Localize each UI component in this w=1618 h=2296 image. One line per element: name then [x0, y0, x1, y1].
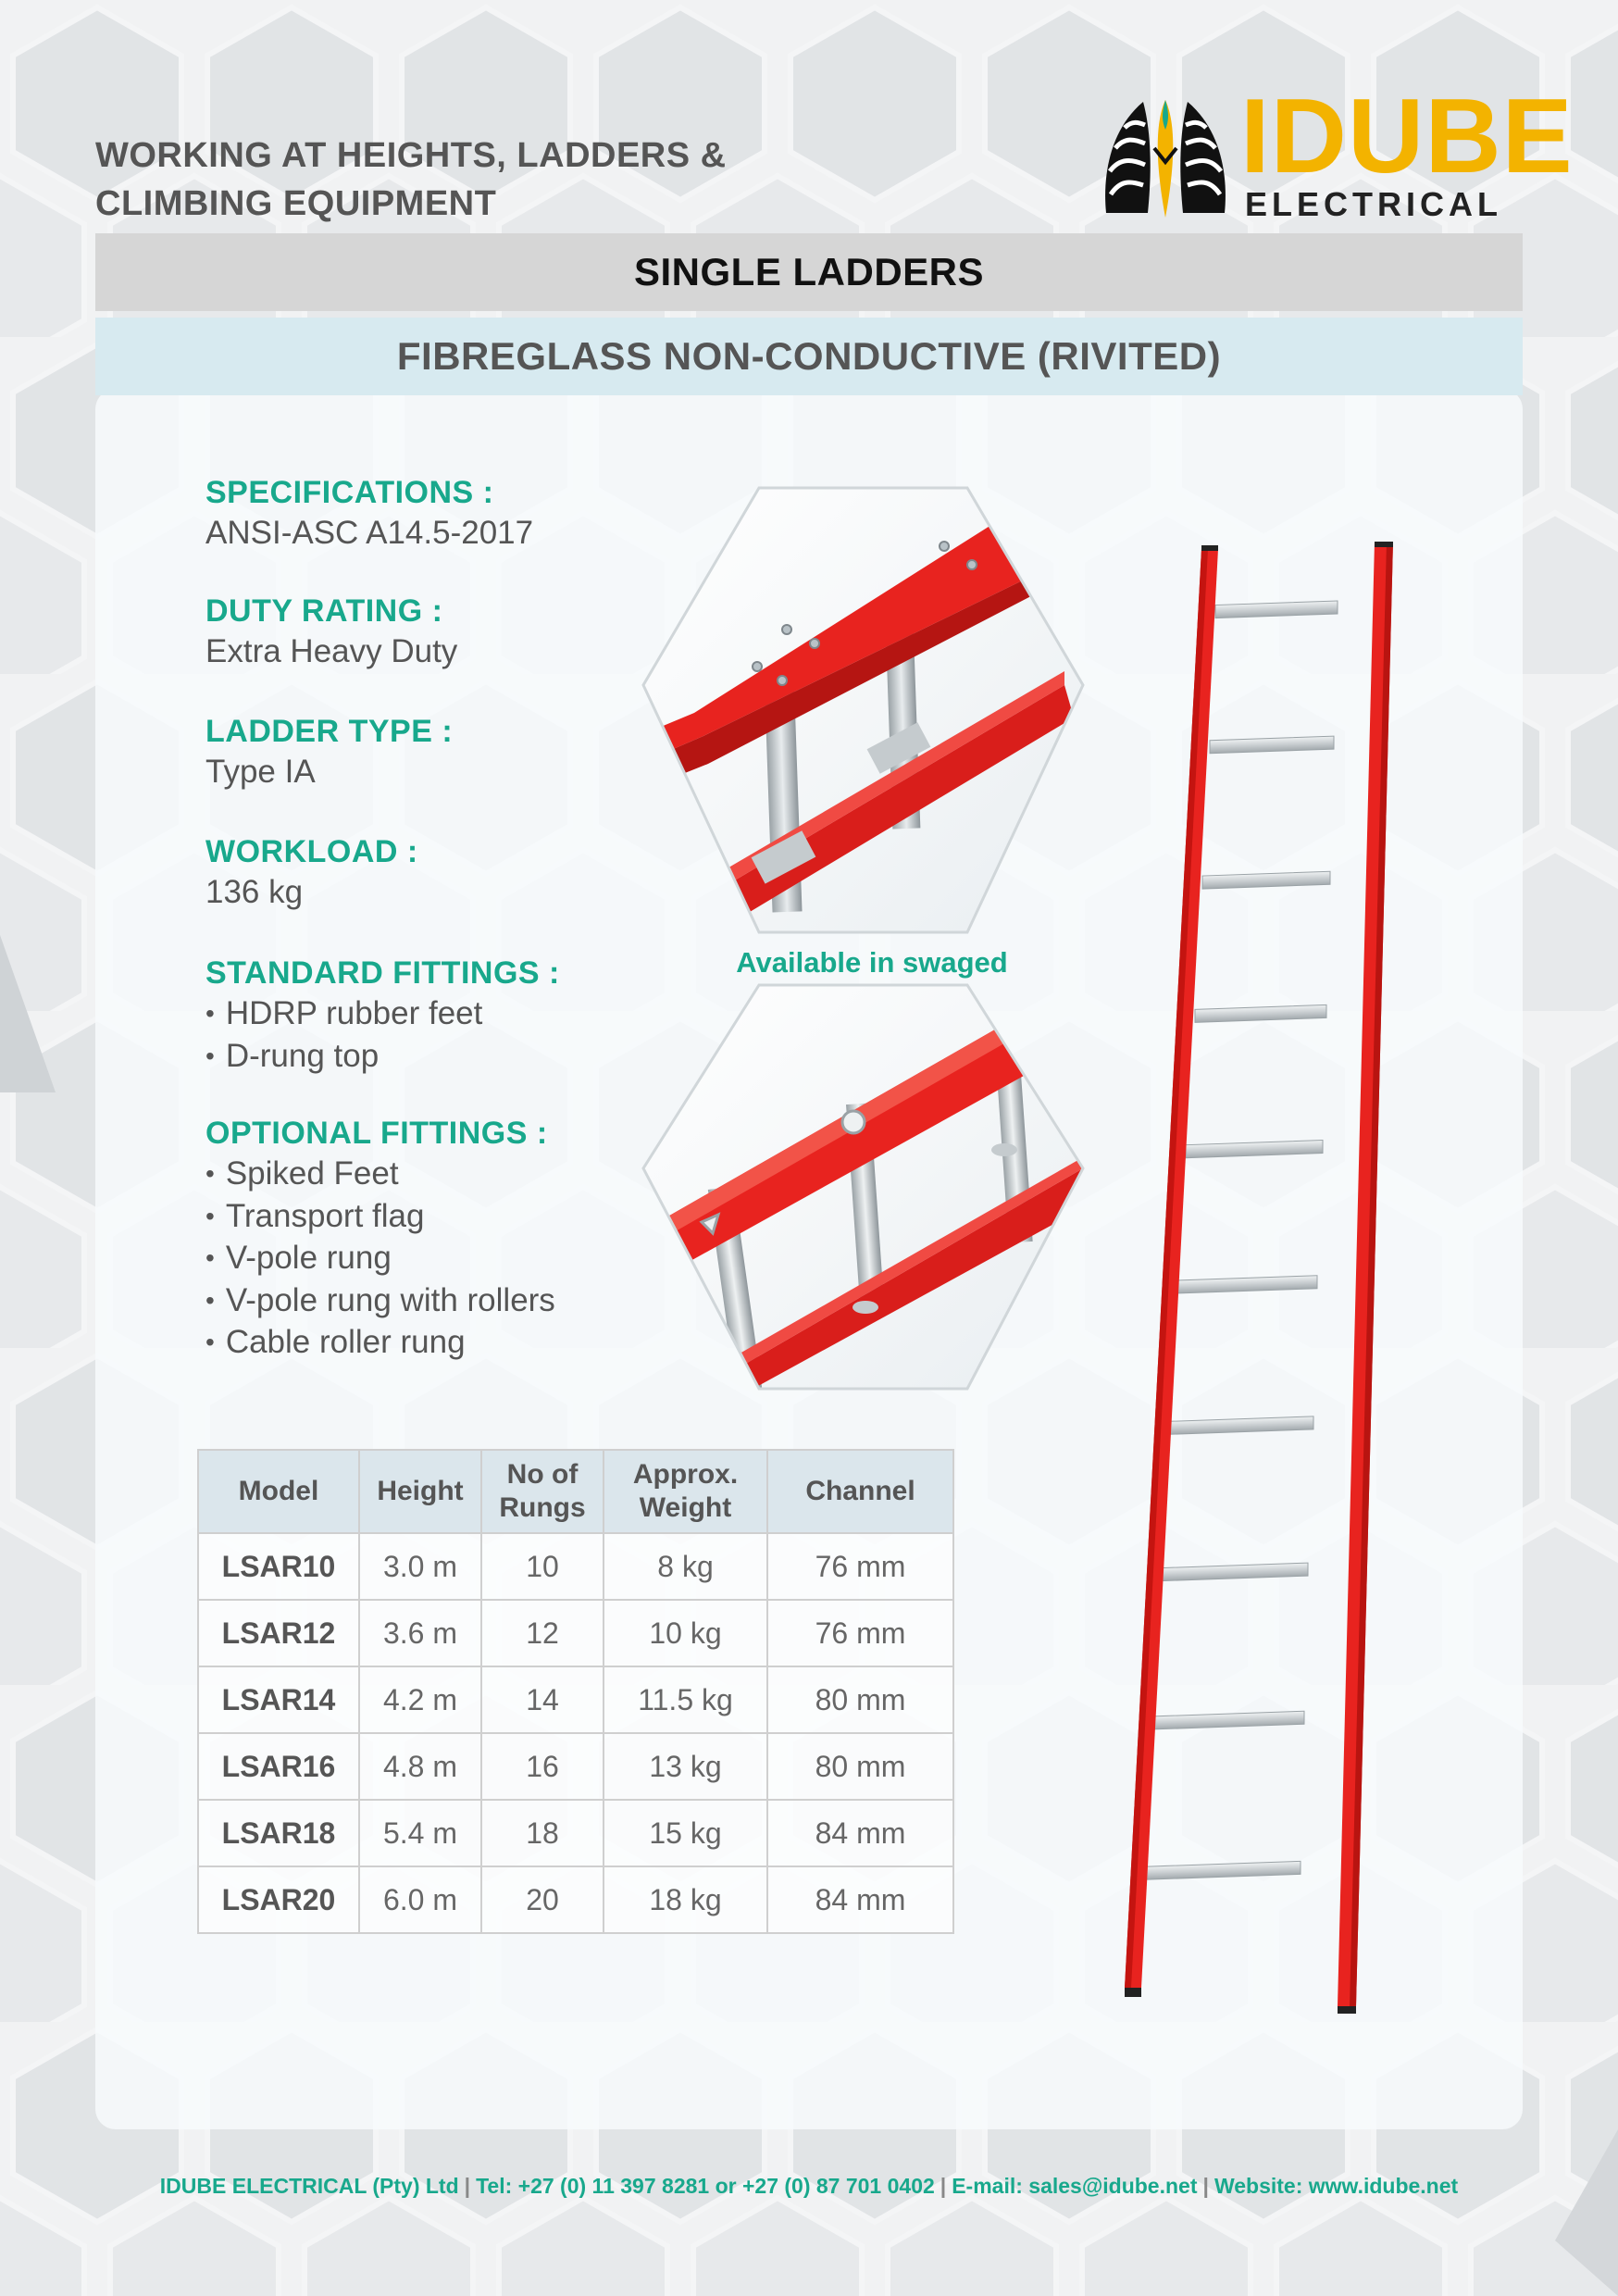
table-header-row	[198, 1450, 953, 1533]
table-row	[198, 1600, 953, 1666]
cell-channel: 80 mm	[767, 1733, 953, 1800]
cell-weight: 13 kg	[604, 1733, 767, 1800]
list-item: • V-pole rung	[205, 1238, 724, 1280]
footer-company: IDUBE ELECTRICAL (Pty) Ltd	[159, 2174, 459, 2198]
ladder-models-table	[197, 1449, 954, 1934]
cell-model: LSAR18	[198, 1800, 359, 1866]
swaged-caption: Available in swaged	[736, 946, 1008, 979]
workload-value: 136 kg	[205, 874, 304, 910]
product-title: FIBREGLASS NON-CONDUCTIVE (RIVITED)	[95, 318, 1523, 395]
document-title-line-2: CLIMBING EQUIPMENT	[95, 184, 497, 223]
col-header-model: Model	[198, 1450, 359, 1533]
footer-contact: IDUBE ELECTRICAL (Pty) Ltd | Tel: +27 (0) 11 397 8281 or +27 (0) 87 701 0402 | E-mail: sales@idube.net | Website: www.idube.net	[159, 2174, 1459, 2198]
document-title-line-1: WORKING AT HEIGHTS, LADDERS &	[95, 136, 727, 175]
duty-label: DUTY RATING :	[205, 593, 443, 629]
col-header-weight	[604, 1450, 767, 1533]
cell-weight: 15 kg	[604, 1800, 767, 1866]
cell-height: 4.2 m	[359, 1666, 481, 1733]
cell-height: 3.0 m	[359, 1533, 481, 1600]
list-item: • HDRP rubber feet	[205, 993, 724, 1036]
optional-fittings-label: OPTIONAL FITTINGS :	[205, 1116, 548, 1151]
table-row	[198, 1733, 953, 1800]
cell-weight: 11.5 kg	[604, 1666, 767, 1733]
cell-channel: 84 mm	[767, 1800, 953, 1866]
cell-weight: 18 kg	[604, 1866, 767, 1933]
col-header-weight-line-1: Approx.	[632, 1459, 739, 1490]
cell-height: 3.6 m	[359, 1600, 481, 1666]
list-item: • Cable roller rung	[205, 1322, 724, 1365]
cell-model: LSAR10	[198, 1533, 359, 1600]
cell-rungs: 14	[481, 1666, 604, 1733]
list-item: • V-pole rung with rollers	[205, 1280, 724, 1323]
cell-height: 6.0 m	[359, 1866, 481, 1933]
cell-rungs: 10	[481, 1533, 604, 1600]
cell-rungs: 20	[481, 1866, 604, 1933]
standard-fittings-label: STANDARD FITTINGS :	[205, 955, 560, 991]
list-item: • D-rung top	[205, 1036, 724, 1079]
footer-email-link[interactable]: E-mail: sales@idube.net	[952, 2174, 1198, 2198]
cell-channel: 76 mm	[767, 1533, 953, 1600]
document-title	[95, 131, 928, 228]
table-row	[198, 1866, 953, 1933]
cell-weight: 8 kg	[604, 1533, 767, 1600]
cell-rungs: 16	[481, 1733, 604, 1800]
idube-logo	[1097, 78, 1574, 223]
cell-model: LSAR12	[198, 1600, 359, 1666]
col-header-rungs-line-1: No of	[506, 1459, 579, 1490]
logo-name: IDUBE	[1240, 78, 1574, 195]
riveted-rung-photo	[639, 486, 1088, 935]
list-item: • Transport flag	[205, 1196, 724, 1239]
section-title: SINGLE LADDERS	[95, 233, 1523, 311]
footer-telephone[interactable]: Tel: +27 (0) 11 397 8281 or +27 (0) 87 701 0402	[476, 2174, 935, 2198]
col-header-rungs-line-2: Rungs	[499, 1492, 586, 1523]
table-row	[198, 1666, 953, 1733]
col-header-channel: Channel	[767, 1450, 953, 1533]
type-label: LADDER TYPE :	[205, 714, 454, 749]
col-header-weight-line-2: Weight	[639, 1492, 732, 1523]
duty-value: Extra Heavy Duty	[205, 633, 458, 669]
swaged-rung-photo	[639, 983, 1088, 1391]
spec-value: ANSI-ASC A14.5-2017	[205, 515, 534, 551]
cell-channel: 80 mm	[767, 1666, 953, 1733]
table-row	[198, 1800, 953, 1866]
cell-model: LSAR20	[198, 1866, 359, 1933]
cell-channel: 84 mm	[767, 1866, 953, 1933]
table-row	[198, 1533, 953, 1600]
cell-model: LSAR16	[198, 1733, 359, 1800]
single-ladder-image	[1125, 542, 1421, 2014]
spec-label: SPECIFICATIONS :	[205, 475, 494, 510]
cell-weight: 10 kg	[604, 1600, 767, 1666]
col-header-rungs	[481, 1450, 604, 1533]
cell-height: 4.8 m	[359, 1733, 481, 1800]
list-item: • Spiked Feet	[205, 1154, 724, 1196]
type-value: Type IA	[205, 754, 316, 790]
cell-rungs: 12	[481, 1600, 604, 1666]
cell-rungs: 18	[481, 1800, 604, 1866]
col-header-height: Height	[359, 1450, 481, 1533]
logo-subtitle: ELECTRICAL	[1245, 185, 1502, 223]
cell-height: 5.4 m	[359, 1800, 481, 1866]
cell-model: LSAR14	[198, 1666, 359, 1733]
workload-label: WORKLOAD :	[205, 834, 418, 869]
cell-channel: 76 mm	[767, 1600, 953, 1666]
zebra-heads-logo-icon	[1097, 93, 1234, 222]
footer-website-link[interactable]: Website: www.idube.net	[1214, 2174, 1459, 2198]
